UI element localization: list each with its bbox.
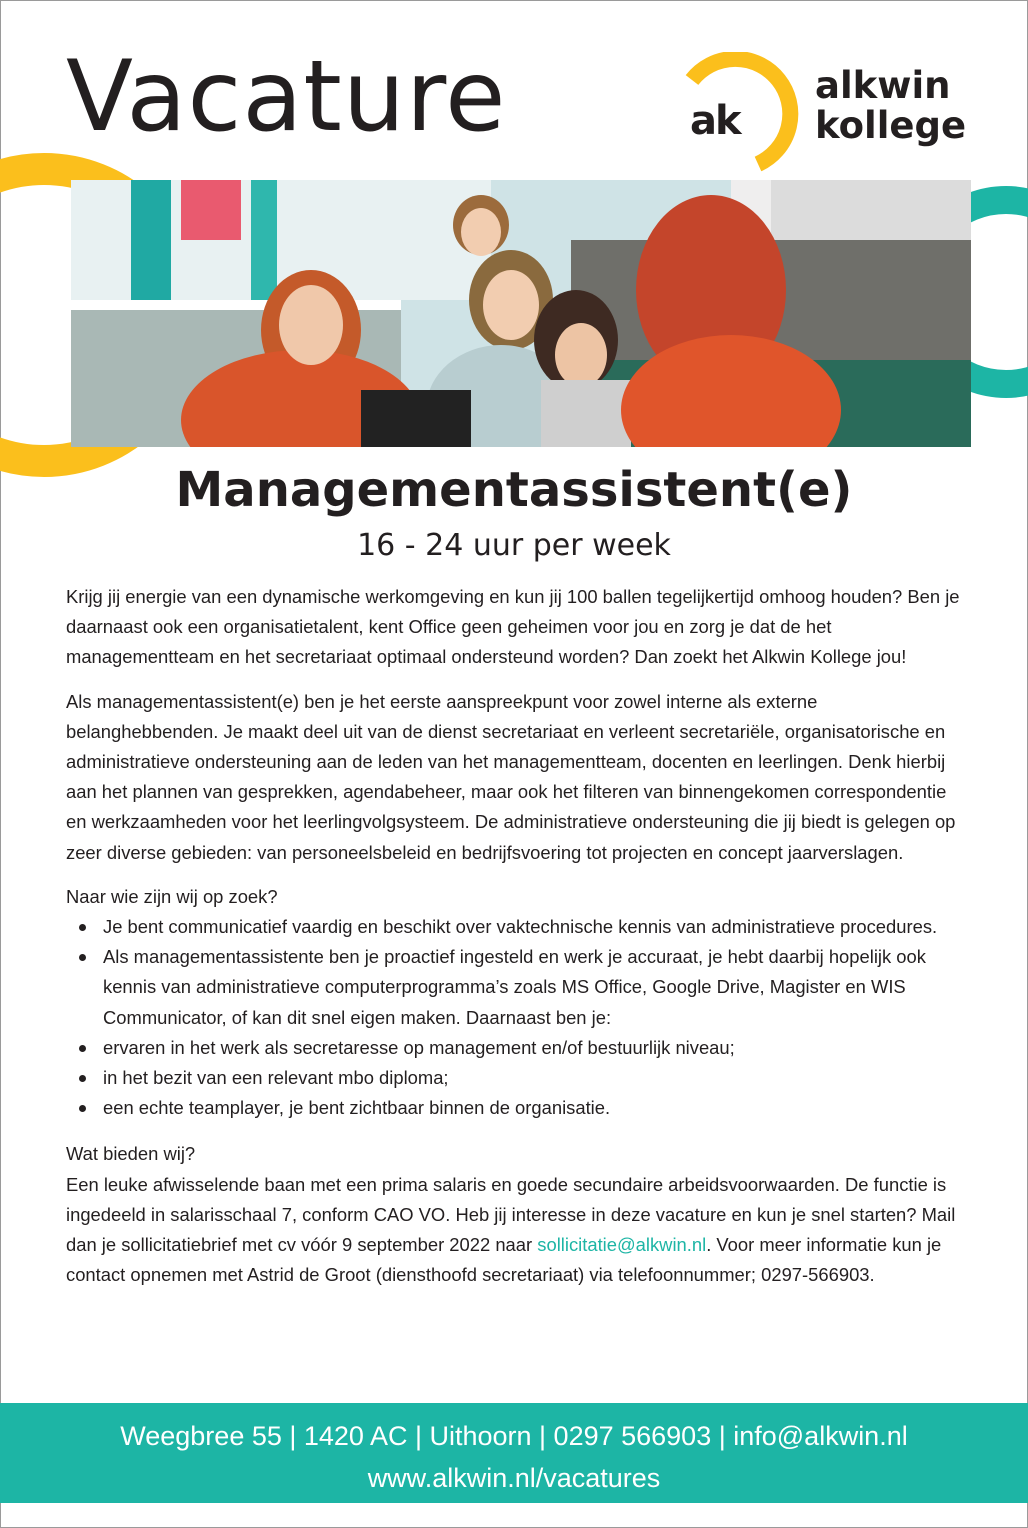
page-title: Vacature — [66, 40, 507, 154]
logo-line-2: kollege — [815, 104, 967, 147]
job-hours: 16 - 24 uur per week — [357, 528, 671, 563]
list-item: in het bezit van een relevant mbo diploma; — [103, 1063, 971, 1093]
footer-website-link[interactable]: www.alkwin.nl/vacatures — [367, 1463, 661, 1493]
list-item: een echte teamplayer, je bent zichtbaar binnen de organisatie. — [103, 1093, 971, 1123]
students-photo-illustration — [71, 180, 971, 447]
requirements-list — [66, 912, 971, 1123]
role-paragraph: Als managementassistent(e) ben je het eerste aanspreekpunt voor zowel interne als externe belanghebbenden. Je maakt deel uit van de dienst secretariaat en verleent secretariële, organisatorische en administratieve ondersteuning aan de leden van het managementteam, docenten en leerlingen. Denk hierbij aan het plannen van gesprekken, agendabeheer, maar ook het filteren van binnengekomen correspondentie en werkzaamheden voor het leerlingvolgsysteem. De administratieve ondersteuning die jij biedt is gelegen op zeer diverse gebieden: van personeelsbeleid en bedrijfsvoering tot projecten en concept jaarverslagen. — [66, 690, 956, 863]
offer-text: Een leuke afwisselende baan met een prima salaris en goede secundaire arbeidsvoorwaarden. De functie is ingedeeld in salarisschaal 7, conform CAO VO. Heb jij interesse in deze vacature en kun je snel starten? Mail dan je sollicitatiebrief met cv vóór 9 september 2022 naar — [66, 1173, 956, 1256]
vacancy-body — [66, 582, 971, 1290]
logo-line-1: alkwin — [815, 64, 951, 107]
footer-contact: Weegbree 55 | 1420 AC | Uithoorn | 0297 566903 | info@alkwin.nl — [120, 1421, 908, 1451]
job-title: Managementassistent(e) — [175, 462, 853, 518]
list-item: ervaren in het werk als secretaresse op management en/of bestuurlijk niveau; — [103, 1033, 971, 1063]
offer-paragraph — [66, 1170, 971, 1291]
hero-photo — [71, 180, 971, 447]
list-item: Als managementassistente ben je proactief ingesteld en werk je accuraat, je hebt daarbij hopelijk ook kennis van administratieve computerprogramma’s zoals MS Office, Google Drive, Magister en WIS Communicator, of kan dit snel eigen maken. Daarnaast ben je: — [103, 942, 971, 1033]
intro-paragraph: Krijg jij energie van een dynamische werkomgeving en kun jij 100 ballen tegelijkertijd omhoog houden? Ben je daarnaast ook een organisatietalent, kent Office geen geheimen voor jou en zorg je dat de het managementteam en het secretariaat optimaal ondersteund worden? Dan zoekt het Alkwin Kollege jou! — [66, 586, 960, 668]
offer-heading: Wat bieden wij? — [66, 1143, 196, 1165]
alkwin-kollege-logo — [680, 52, 980, 172]
offer-text-end: . Voor meer informatie kun je contact opnemen met Astrid de Groot (diensthoofd secretariaat) via telefoonnummer; 0297-566903. — [66, 1234, 942, 1286]
contact-footer — [0, 1403, 1028, 1503]
logo-mark: ak — [690, 98, 740, 144]
list-item: Je bent communicatief vaardig en beschikt over vaktechnische kennis van administratieve procedures. — [103, 912, 971, 942]
application-email-link[interactable]: sollicitatie@alkwin.nl — [537, 1234, 707, 1256]
search-heading: Naar wie zijn wij op zoek? — [66, 885, 278, 907]
logo-wordmark — [815, 66, 966, 146]
